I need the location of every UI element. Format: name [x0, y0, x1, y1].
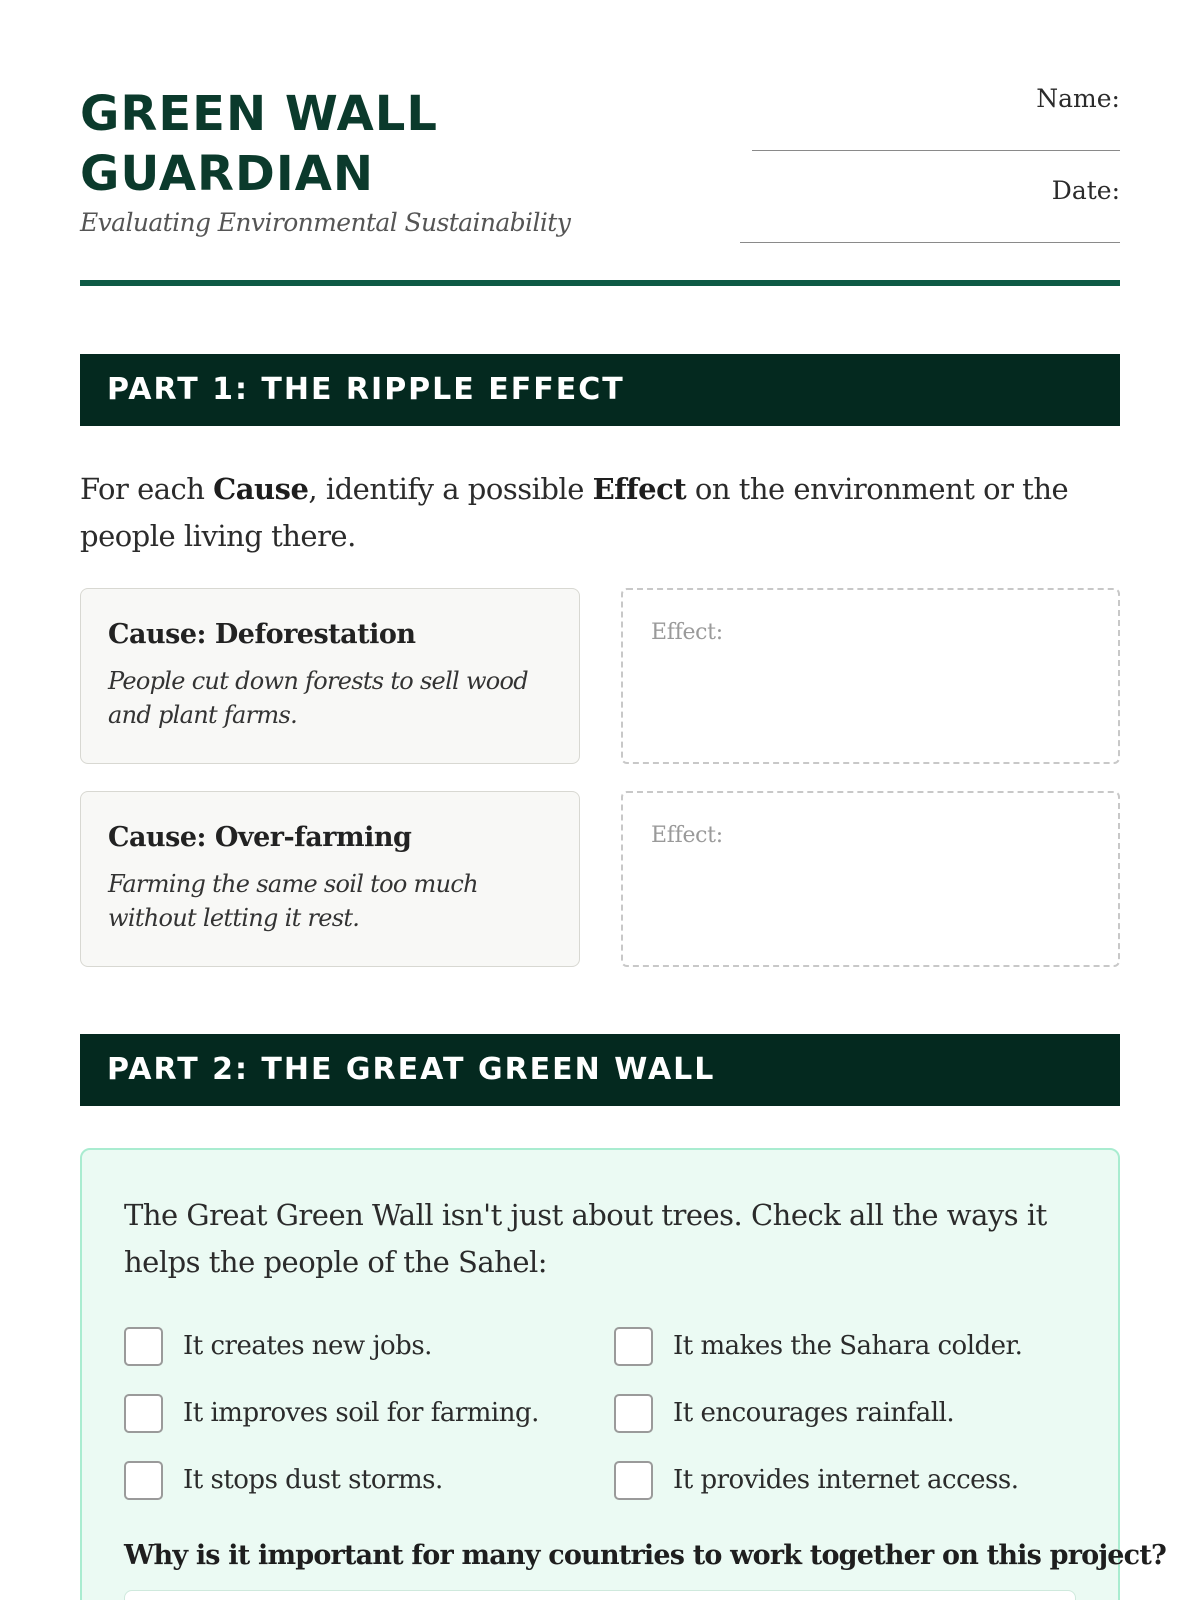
name-label: Name:: [1036, 84, 1120, 113]
option-internet-access[interactable]: [614, 1460, 1018, 1500]
option-label: It encourages rainfall.: [673, 1398, 955, 1428]
cooperation-question: Why is it important for many countries to work together on this project?: [124, 1540, 1167, 1571]
option-label: It stops dust storms.: [183, 1465, 443, 1495]
option-stops-dust-storms[interactable]: [124, 1460, 443, 1500]
intro-cause-word: Cause: [213, 472, 309, 506]
cause-card-deforestation: [80, 588, 580, 764]
checkbox[interactable]: [124, 1327, 163, 1366]
checkbox[interactable]: [614, 1461, 653, 1500]
part1-heading: PART 1: THE RIPPLE EFFECT: [80, 354, 1120, 426]
cause-description: Farming the same soil too much without letting it rest.: [108, 870, 478, 932]
intro-text-post: on the environment or the people living there.: [80, 472, 1069, 553]
great-green-wall-panel: [80, 1148, 1167, 1600]
part2-heading: PART 2: THE GREAT GREEN WALL: [80, 1034, 1120, 1106]
effect-label: Effect:: [651, 620, 723, 645]
worksheet-header: [80, 84, 1120, 290]
option-label: It provides internet access.: [673, 1465, 1019, 1495]
cause-title: Cause: Over-farming: [108, 822, 412, 853]
intro-text-pre: For each: [80, 472, 214, 506]
student-info: [740, 84, 1120, 268]
cooperation-answer-box[interactable]: [124, 1590, 1076, 1600]
checkbox[interactable]: [614, 1327, 653, 1366]
date-field[interactable]: [740, 242, 1120, 243]
option-new-jobs[interactable]: [124, 1326, 432, 1366]
cause-card-over-farming: [80, 791, 580, 967]
worksheet-page: [80, 0, 1167, 1600]
checkbox[interactable]: [124, 1461, 163, 1500]
name-row: [740, 84, 1120, 176]
option-label: It creates new jobs.: [183, 1331, 432, 1361]
date-label: Date:: [1051, 176, 1120, 205]
effect-answer-box-1[interactable]: [621, 588, 1120, 764]
part1-instructions: [80, 466, 1120, 560]
option-label: It improves soil for farming.: [183, 1398, 539, 1428]
effect-answer-box-2[interactable]: [621, 791, 1120, 967]
intro-text-mid: , identify a possible: [308, 472, 593, 506]
part2-instructions: The Great Green Wall isn't just about trees. Check all the ways it helps the people of the Sahel:: [124, 1198, 1047, 1279]
date-row: [740, 176, 1120, 268]
name-field[interactable]: [752, 150, 1120, 151]
worksheet-title: GREEN WALL GUARDIAN: [80, 86, 438, 202]
worksheet-subtitle: Evaluating Environmental Sustainability: [80, 208, 571, 237]
checkbox[interactable]: [124, 1394, 163, 1433]
option-label: It makes the Sahara colder.: [673, 1331, 1023, 1361]
effect-label: Effect:: [651, 823, 723, 848]
checkbox[interactable]: [614, 1394, 653, 1433]
header-divider: [80, 280, 1120, 286]
option-sahara-colder[interactable]: [614, 1326, 1022, 1366]
cause-description: People cut down forests to sell wood and plant farms.: [108, 667, 528, 729]
option-encourages-rainfall[interactable]: [614, 1393, 954, 1433]
option-improves-soil[interactable]: [124, 1393, 539, 1433]
cause-title: Cause: Deforestation: [108, 619, 416, 650]
intro-effect-word: Effect: [592, 472, 687, 506]
